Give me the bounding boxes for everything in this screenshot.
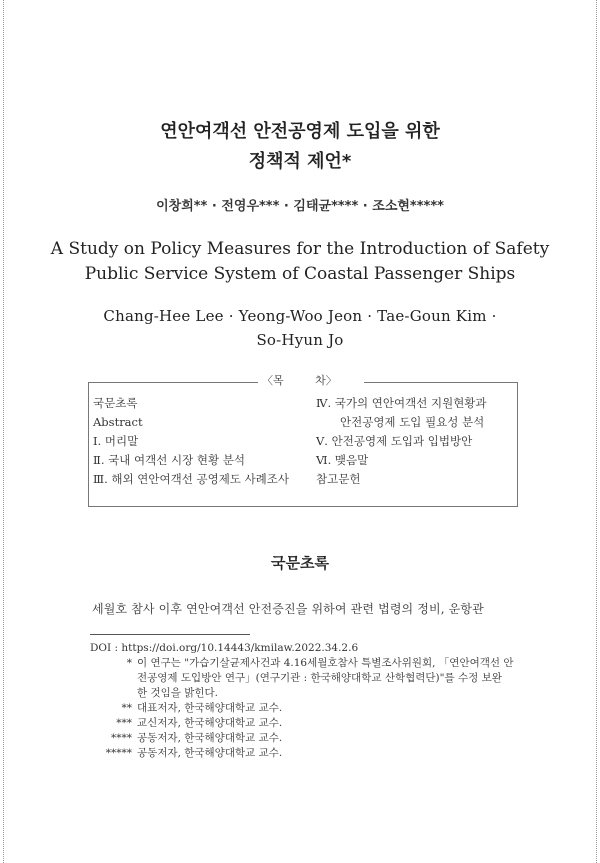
toc-top-border-left — [88, 382, 258, 383]
english-authors-line-1: Chang-Hee Lee · Yeong-Woo Jeon · Tae-Goun Kim · — [103, 307, 497, 325]
footnote-mark: ** — [121, 702, 132, 714]
korean-title-line-1: 연안여객선 안전공영제 도입을 위한 — [160, 121, 440, 142]
english-authors-line-2: So-Hyun Jo — [256, 331, 344, 349]
footnote — [86, 656, 526, 701]
footnote-line: 전공영제 도입방안 연구」(연구기관 : 한국해양대학교 산학협력단)"를 수정 보완 — [137, 672, 502, 684]
toc-item-continuation: 안전공영제 도입 필요성 분석 — [340, 415, 485, 429]
footnote-text — [137, 656, 526, 701]
footnote — [86, 701, 526, 716]
abstract-heading: 국문초록 — [271, 554, 329, 572]
toc-item: 참고문헌 — [316, 472, 361, 486]
footnote-mark: ***** — [105, 747, 132, 759]
english-title — [0, 237, 600, 287]
toc-item: Ⅲ. 해외 연안여객선 공영제도 사례조사 — [93, 472, 290, 486]
korean-title-line-2: 정책적 제언* — [248, 151, 352, 172]
footnote-text: 공동저자, 한국해양대학교 교수. — [137, 747, 283, 759]
korean-authors: 이창희** · 전영우*** · 김태균**** · 조소현***** — [156, 199, 444, 214]
footnote-separator — [90, 634, 250, 635]
abstract-first-line: 세월호 참사 이후 연안여객선 안전증진을 위하여 관련 법령의 정비, 운항관 — [92, 602, 484, 616]
footnotes — [86, 641, 526, 761]
footnote-text: 대표저자, 한국해양대학교 교수. — [137, 702, 283, 714]
footnote-mark: **** — [111, 732, 132, 744]
toc-top-border-right — [364, 382, 517, 383]
toc-item: Ⅰ. 머리말 — [93, 434, 139, 448]
toc-item: Ⅳ. 국가의 연안여객선 지원현황과 — [316, 396, 487, 410]
english-authors — [0, 304, 600, 352]
doi-line: DOI : https://doi.org/10.14443/kmilaw.2022.34.2.6 — [90, 642, 359, 654]
korean-title — [0, 117, 600, 177]
toc-item: Abstract — [93, 415, 143, 429]
english-title-line-1: A Study on Policy Measures for the Introduction of Safety — [50, 239, 550, 259]
toc-item: Ⅵ. 맺음말 — [316, 453, 369, 467]
footnote — [86, 731, 526, 746]
toc-item: Ⅱ. 국내 여객선 시장 현황 분석 — [93, 453, 245, 467]
footnote-text: 공동저자, 한국해양대학교 교수. — [137, 732, 283, 744]
footnote-mark: * — [126, 657, 132, 669]
toc-item: Ⅴ. 안전공영제 도입과 입법방안 — [316, 434, 473, 448]
toc-right-column — [316, 394, 487, 489]
toc-item: 국문초록 — [93, 396, 138, 410]
footnote — [86, 746, 526, 761]
english-title-line-2: Public Service System of Coastal Passenger Ships — [84, 264, 516, 284]
footnote-mark: *** — [116, 717, 132, 729]
footnote-text: 교신저자, 한국해양대학교 교수. — [137, 717, 283, 729]
footnote-line: 한 것임을 밝힌다. — [137, 687, 219, 699]
toc-heading: 〈목 차〉 — [262, 374, 337, 387]
footnote-line: 이 연구는 "가습기살균제사건과 4.16세월호참사 특별조사위원회, 「연안여객선 안 — [137, 657, 514, 669]
toc-left-column — [93, 394, 289, 489]
footnote — [86, 716, 526, 731]
